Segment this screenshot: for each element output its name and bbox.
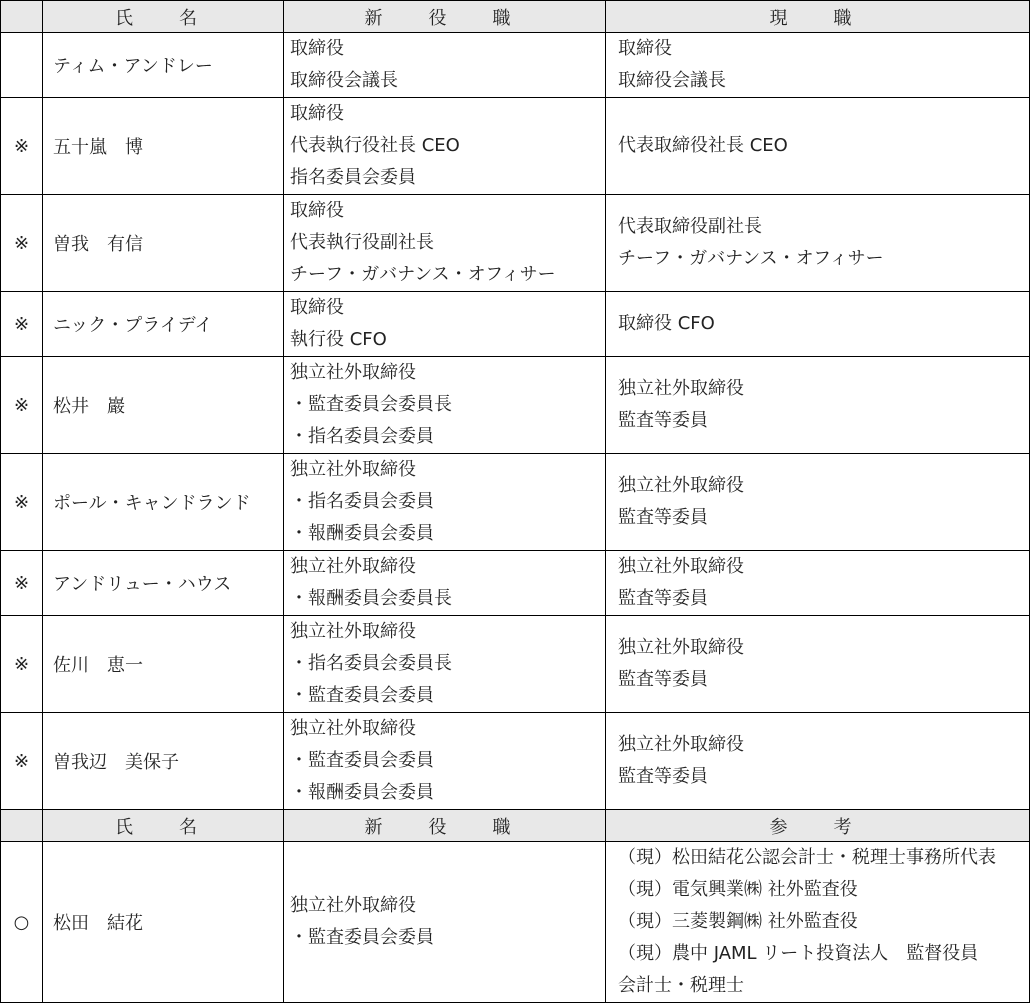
table-row [1,292,1030,357]
role-line: ・指名委員会委員 [290,491,434,512]
current-line: 代表取締役副社長 [618,216,762,237]
role-line: ・報酬委員会委員 [290,523,434,544]
row-mark: ※ [1,357,43,454]
role-line: ・監査委員会委員 [290,927,434,948]
role-line: 執行役 CFO [290,329,387,350]
header-row-2 [1,810,1030,842]
row-mark: ※ [1,195,43,292]
header2-name: 氏 名 [43,810,284,842]
current-line: 取締役 [618,38,672,59]
current-line: 監査等委員 [618,669,708,690]
row-name: 曽我 有信 [43,195,284,292]
row-name: 松井 巖 [43,357,284,454]
row-current [606,33,1030,98]
row-current [606,454,1030,551]
row-mark: ※ [1,292,43,357]
role-line: 取締役 [290,297,344,318]
new-member-new-role [284,842,606,1003]
table-row [1,357,1030,454]
reference-line: 会計士・税理士 [618,975,744,996]
role-line: 取締役 [290,38,344,59]
role-line: 独立社外取締役 [290,556,416,577]
role-line: 独立社外取締役 [290,459,416,480]
role-line: 独立社外取締役 [290,718,416,739]
current-line: 取締役会議長 [618,70,726,91]
current-line: 独立社外取締役 [618,556,744,577]
row-name: ティム・アンドレー [43,33,284,98]
header2-mark [1,810,43,842]
role-line: 独立社外取締役 [290,621,416,642]
row-name: ニック・プライデイ [43,292,284,357]
row-name: 五十嵐 博 [43,98,284,195]
row-new-role [284,551,606,616]
new-member-reference [606,842,1030,1003]
table-row [1,551,1030,616]
current-line: 代表取締役社長 CEO [618,135,788,156]
role-line: 代表執行役社長 CEO [290,135,460,156]
row-current [606,98,1030,195]
header2-new-role: 新 役 職 [284,810,606,842]
current-line: 独立社外取締役 [618,637,744,658]
row-current [606,551,1030,616]
row-mark: ※ [1,713,43,810]
row-new-role [284,195,606,292]
role-line: 取締役 [290,200,344,221]
officer-rows [1,33,1030,810]
new-member-name: 松田 結花 [43,842,284,1003]
row-new-role [284,454,606,551]
row-mark: ※ [1,454,43,551]
row-new-role [284,33,606,98]
row-new-role [284,357,606,454]
role-line: ・指名委員会委員 [290,426,434,447]
role-line: ・監査委員会委員長 [290,394,452,415]
role-line: 取締役 [290,103,344,124]
role-line: ・報酬委員会委員 [290,782,434,803]
header2-reference: 参 考 [606,810,1030,842]
header-new-role: 新 役 職 [284,1,606,33]
row-new-role [284,713,606,810]
header-row [1,1,1030,33]
row-name: 曽我辺 美保子 [43,713,284,810]
table-row [1,195,1030,292]
role-line: 指名委員会委員 [290,167,416,188]
reference-line: （現）三菱製鋼㈱ 社外監査役 [618,911,858,932]
current-line: 独立社外取締役 [618,378,744,399]
current-line: 独立社外取締役 [618,734,744,755]
table-row [1,98,1030,195]
row-current [606,357,1030,454]
row-name: アンドリュー・ハウス [43,551,284,616]
header-current: 現 職 [606,1,1030,33]
row-mark: ※ [1,98,43,195]
new-member-row [1,842,1030,1003]
role-line: 独立社外取締役 [290,895,416,916]
table-row [1,454,1030,551]
new-member-mark: ○ [1,842,43,1003]
row-new-role [284,292,606,357]
current-line: 取締役 CFO [618,313,715,334]
role-line: 取締役会議長 [290,70,398,91]
row-name: ポール・キャンドランド [43,454,284,551]
role-line: ・監査委員会委員 [290,750,434,771]
role-line: チーフ・ガバナンス・オフィサー [290,264,556,285]
role-line: ・監査委員会委員 [290,685,434,706]
row-current [606,292,1030,357]
table-row [1,713,1030,810]
current-line: 監査等委員 [618,507,708,528]
table-row [1,616,1030,713]
current-line: 監査等委員 [618,410,708,431]
row-mark: ※ [1,551,43,616]
current-line: 監査等委員 [618,766,708,787]
role-line: ・指名委員会委員長 [290,653,452,674]
row-current [606,195,1030,292]
row-new-role [284,616,606,713]
current-line: 監査等委員 [618,588,708,609]
role-line: 代表執行役副社長 [290,232,434,253]
current-line: チーフ・ガバナンス・オフィサー [618,248,884,269]
header-name: 氏 名 [43,1,284,33]
table-row [1,33,1030,98]
reference-line: （現）農中 JAML リート投資法人 監督役員 [618,943,979,964]
reference-line: （現）電気興業㈱ 社外監査役 [618,879,858,900]
row-mark [1,33,43,98]
row-name: 佐川 恵一 [43,616,284,713]
row-current [606,713,1030,810]
header-mark [1,1,43,33]
row-current [606,616,1030,713]
role-line: 独立社外取締役 [290,362,416,383]
role-line: ・報酬委員会委員長 [290,588,452,609]
current-line: 独立社外取締役 [618,475,744,496]
row-mark: ※ [1,616,43,713]
row-new-role [284,98,606,195]
reference-line: （現）松田結花公認会計士・税理士事務所代表 [618,847,996,868]
